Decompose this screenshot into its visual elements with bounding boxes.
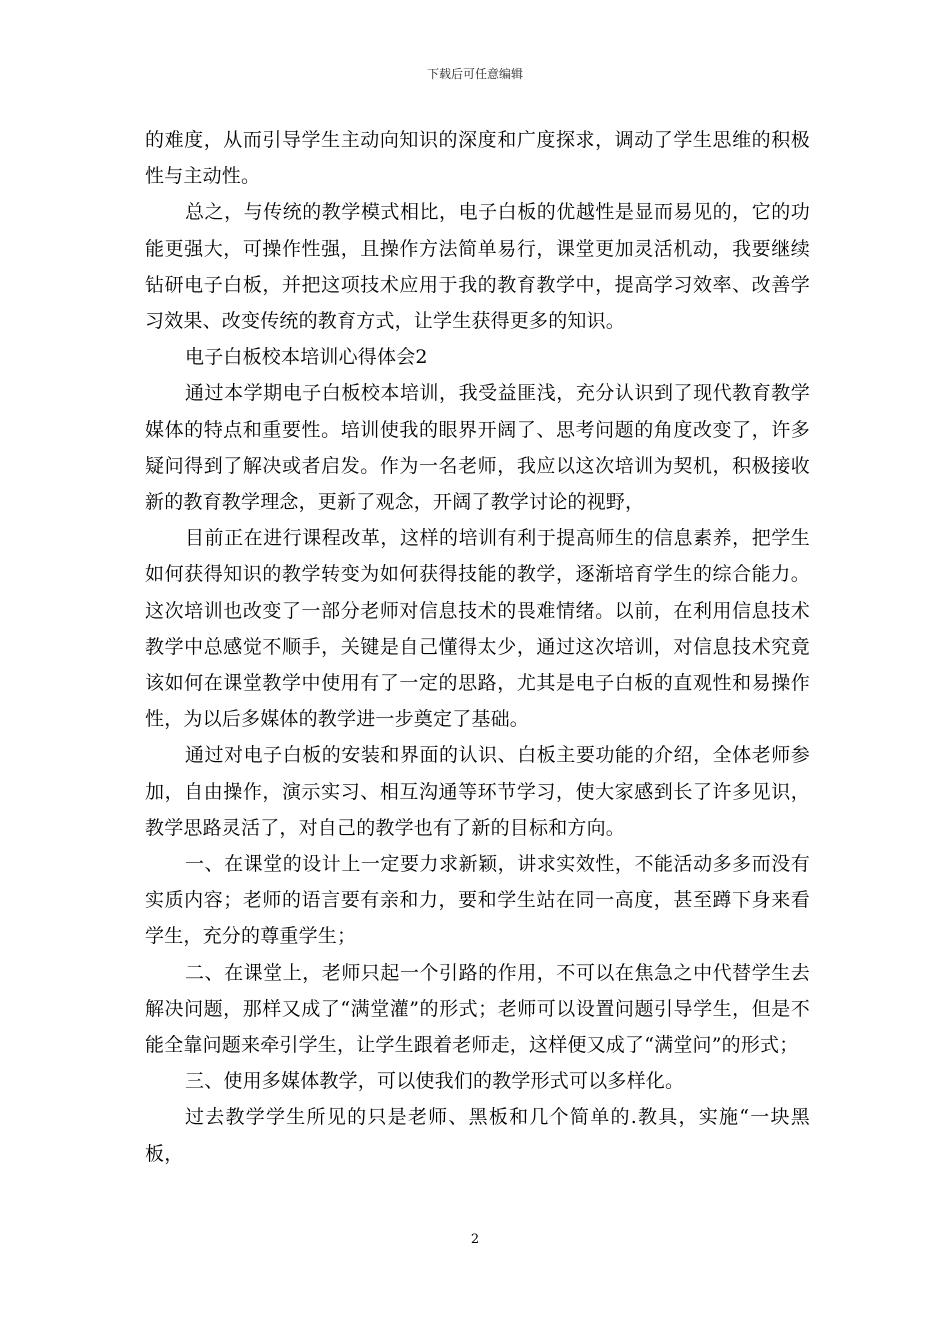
paragraph: 一、在课堂的设计上一定要力求新颖，讲求实效性，不能活动多多而没有实质内容；老师的语言要有亲和力，要和学生站在同一高度，甚至蹲下身来看学生，充分的尊重学生； [145, 853, 810, 948]
paragraph: 通过本学期电子白板校本培训，我受益匪浅，充分认识到了现代教育教学媒体的特点和重要性。培训使我的眼界开阔了、思考问题的角度改变了，许多疑问得到了解决或者启发。作为一名老师，我应以这次培训为契机，积极接收新的教育教学理念，更新了观念，开阔了教学讨论的视野， [145, 382, 810, 514]
paragraph: 总之，与传统的教学模式相比，电子白板的优越性是显而易见的，它的功能更强大，可操作性强，且操作方法简单易行，课堂更加灵活机动，我要继续钻研电子白板，并把这项技术应用于我的教育教学中，提高学习效率、改善学习效果、改变传统的教育方式，让学生获得更多的知识。 [145, 201, 810, 333]
paragraph: 三、使用多媒体教学，可以使我们的教学形式可以多样化。 [185, 1070, 685, 1093]
paragraph: 二、在课堂上，老师只起一个引路的作用，不可以在焦急之中代替学生去解决问题，那样又成了“满堂灌”的形式；老师可以设置问题引导学生，但是不能全靠问题来牵引学生，让学生跟着老师走，这样便又成了“满堂问”的形式； [145, 961, 810, 1057]
page-number: 2 [470, 1232, 480, 1247]
document-body [145, 122, 810, 1172]
page-header: 下载后可任意编辑 [426, 67, 523, 81]
paragraph: 过去教学学生所见的只是老师、黑板和几个简单的.教具，实施“一块黑板， [145, 1106, 810, 1165]
section-heading: 电子白板校本培训心得体会2 [185, 346, 428, 369]
paragraph: 通过对电子白板的安装和界面的认识、白板主要功能的介绍，全体老师参加，自由操作，演示实习、相互沟通等环节学习，使大家感到长了许多见识，教学思路灵活了，对自己的教学也有了新的目标和方向。 [145, 744, 810, 839]
paragraph: 目前正在进行课程改革，这样的培训有利于提高师生的信息素养，把学生如何获得知识的教学转变为如何获得技能的教学，逐渐培育学生的综合能力。这次培训也改变了一部分老师对信息技术的畏难情绪。以前，在利用信息技术教学中总感觉不顺手，关键是自己懂得太少，通过这次培训，对信息技术究竟该如何在课堂教学中使用有了一定的思路，尤其是电子白板的直观性和易操作性，为以后多媒体的教学进一步奠定了基础。 [145, 527, 810, 731]
paragraph: 的难度，从而引导学生主动向知识的深度和广度探求，调动了学生思维的积极性与主动性。 [145, 129, 810, 188]
